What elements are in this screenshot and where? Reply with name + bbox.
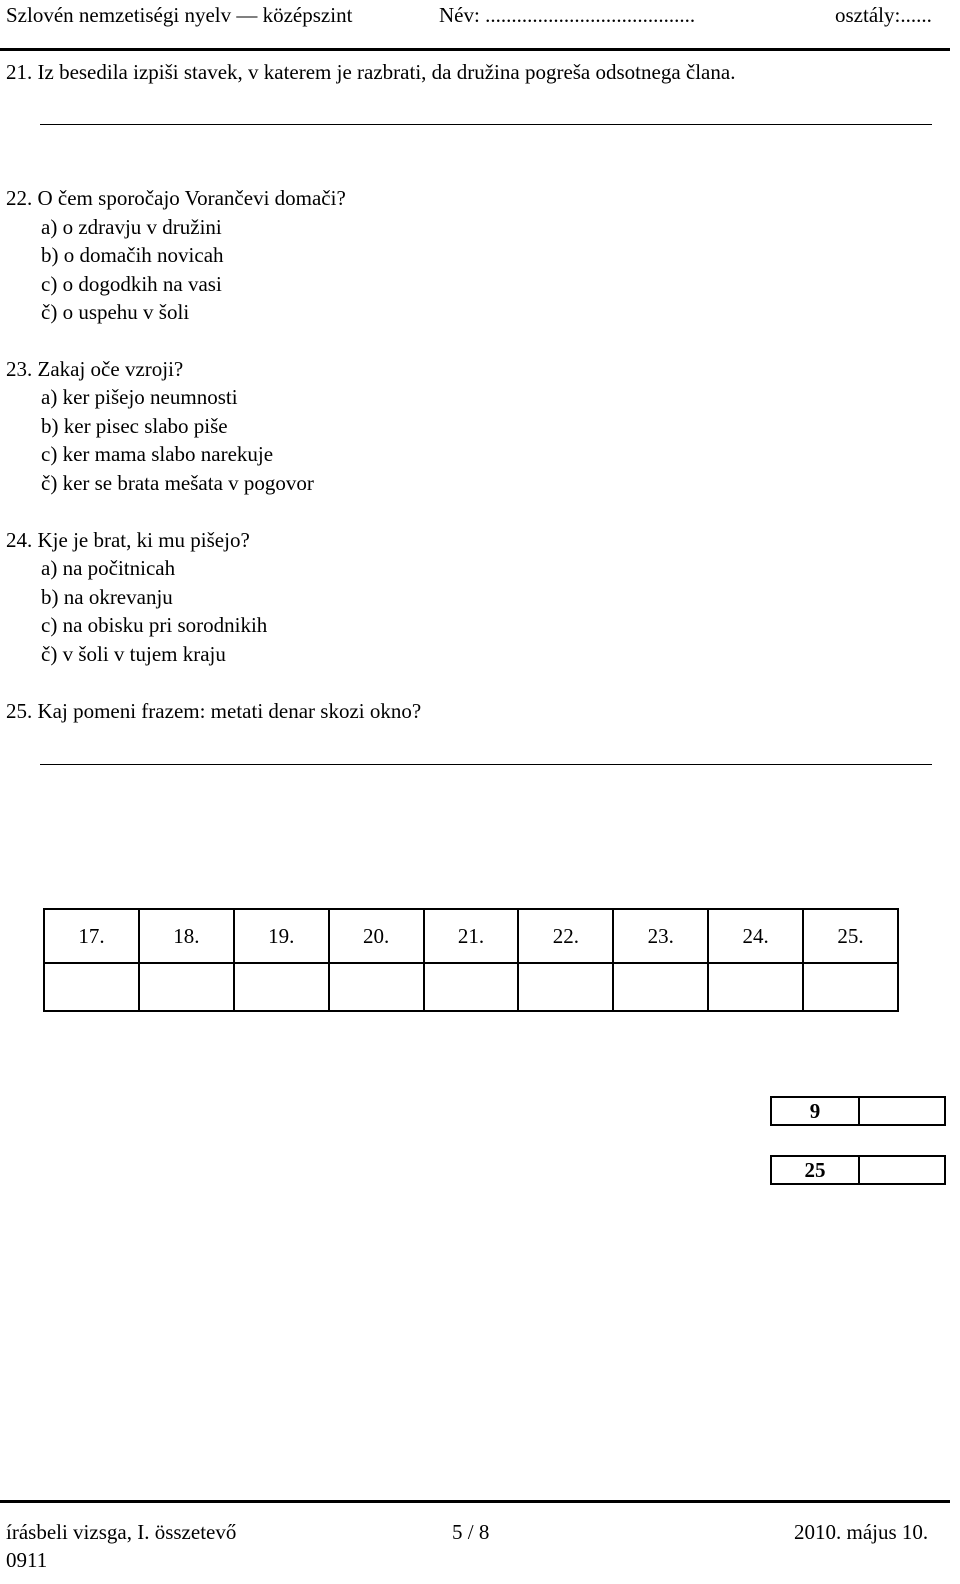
points-box-max (770, 1096, 946, 1126)
answer-cell[interactable] (44, 963, 139, 1011)
q22-option-a: a) o zdravju v družini (41, 215, 222, 239)
q24-option-a: a) na počitnicah (41, 556, 176, 580)
answer-cell[interactable] (329, 963, 424, 1011)
q24-option-c: c) na obisku pri sorodnikih (41, 613, 268, 637)
question-24: 24. Kje je brat, ki mu pišejo? (6, 528, 250, 552)
table-header-cell: 18. (139, 909, 234, 963)
q22-option-c: c) o dogodkih na vasi (41, 272, 222, 296)
answer-cell[interactable] (613, 963, 708, 1011)
footer-page-number: 5 / 8 (452, 1520, 490, 1544)
answer-line-25 (40, 764, 932, 765)
answer-line-21 (40, 124, 932, 125)
header-rule (0, 48, 950, 51)
footer-code: 0911 (6, 1548, 48, 1572)
q23-option-a: a) ker pišejo neumnosti (41, 385, 238, 409)
table-header-cell: 21. (424, 909, 519, 963)
header-name-field: Név: ........................................ (439, 3, 696, 27)
q23-option-cs: č) ker se brata mešata v pogovor (41, 471, 314, 495)
answer-table (43, 908, 899, 1012)
q23-option-b: b) ker pisec slabo piše (41, 414, 228, 438)
table-header-cell: 19. (234, 909, 329, 963)
points-box-total (770, 1155, 946, 1185)
table-header-cell: 22. (518, 909, 613, 963)
answer-cell[interactable] (139, 963, 234, 1011)
points-total-value: 25 (772, 1157, 860, 1183)
q24-option-cs: č) v šoli v tujem kraju (41, 642, 226, 666)
answer-cell[interactable] (708, 963, 803, 1011)
footer-date: 2010. május 10. (794, 1520, 929, 1544)
q23-option-c: c) ker mama slabo narekuje (41, 442, 274, 466)
q22-option-b: b) o domačih novicah (41, 243, 224, 267)
header-subject: Szlovén nemzetiségi nyelv — középszint (6, 3, 353, 27)
footer-rule (0, 1500, 950, 1503)
header-class-field: osztály:...... (835, 3, 932, 27)
table-header-cell: 20. (329, 909, 424, 963)
points-max-value: 9 (772, 1098, 860, 1124)
table-header-cell: 23. (613, 909, 708, 963)
table-header-cell: 25. (803, 909, 898, 963)
question-25: 25. Kaj pomeni frazem: metati denar skozi okno? (6, 699, 422, 723)
answer-cell[interactable] (803, 963, 898, 1011)
q22-option-cs: č) o uspehu v šoli (41, 300, 190, 324)
answer-cell[interactable] (424, 963, 519, 1011)
answer-cell[interactable] (234, 963, 329, 1011)
table-header-cell: 17. (44, 909, 139, 963)
question-22: 22. O čem sporočajo Vorančevi domači? (6, 186, 346, 210)
question-21: 21. Iz besedila izpiši stavek, v katerem je razbrati, da družina pogreša odsotnega člana. (6, 60, 736, 84)
answer-cell[interactable] (518, 963, 613, 1011)
q24-option-b: b) na okrevanju (41, 585, 173, 609)
footer-exam-label: írásbeli vizsga, I. összetevő (6, 1520, 237, 1544)
table-header-cell: 24. (708, 909, 803, 963)
question-23: 23. Zakaj oče vzroji? (6, 357, 184, 381)
